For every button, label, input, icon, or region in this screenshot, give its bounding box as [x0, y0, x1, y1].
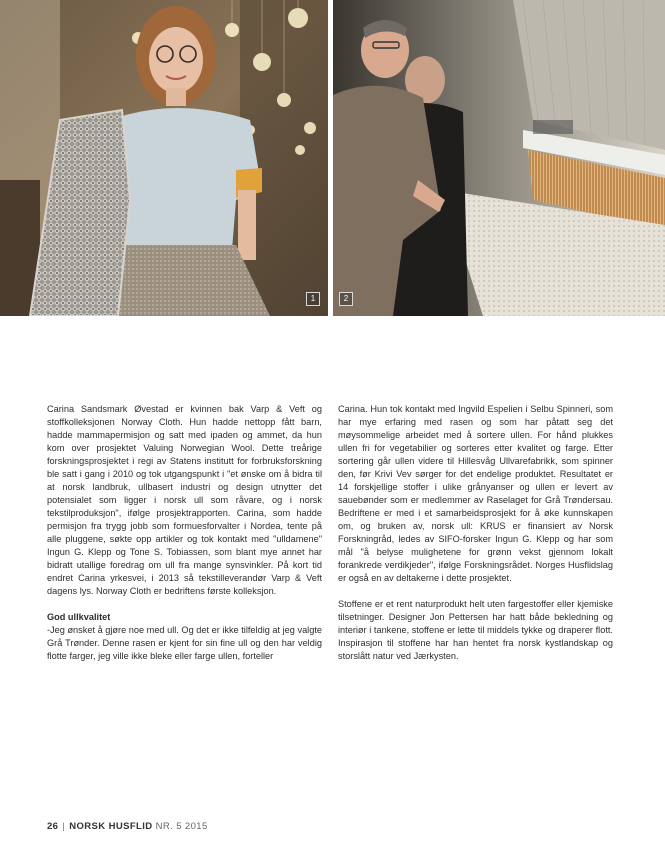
photo-1-image [0, 0, 328, 316]
photo-2-image [333, 0, 665, 316]
page-number: 26 [47, 821, 59, 832]
subheading-god-ullkvalitet: God ullkvalitet [47, 612, 111, 622]
magazine-name: NORSK HUSFLID [69, 821, 153, 832]
photo-woman-with-fabric [0, 0, 328, 316]
article-paragraph: -Jeg ønsket å gjøre noe med ull. Og det er ikke tilfeldig at jeg valgte Grå Trønder. Denne rasen er kjent for sin fine ull og den har veldig flotte farger, jeg ville ikke bleke eller farge ullen, forteller [47, 625, 322, 661]
article-paragraph: Carina Sandsmark Øvestad er kvinnen bak Varp & Veft og stoffkolleksjonen Norway Cloth. Hun hadde nettopp fått barn, hadde mammapermisjon og satt med ipaden og ammet, da hun kom over prosjektet Valuing Norwegian Wool. Dette treårige forskningsprosjektet i regi av Statens institutt for forbruksforskning ble satt i gang i 2010 og tok utgangspunkt i "et ønske om å bidra til at norsk landbruk, ullbasert industri og design utnytter det potensialet som ligger i norsk ull som råvare, og i norsk tekstilproduksjon", ifølge prosjektrapporten. Carina, som hadde permisjon fra trygg jobb som formuesforvalter i Nordea, tente på alle pluggene, søkte opp artikler og tok kontakt med "ulldamene" Ingun G. Klepp og Tone S. Tobiassen, som blant mye annet har bidratt utallige foredrag om ull fra mange synsvinkler. På kort tid endret Carina yrkesvei, i 2013 så tekstilleverandør Varp & Veft dagens lys. Norway Cloth er bedriftens første kolleksjon. [47, 404, 322, 596]
article-paragraph: Carina. Hun tok kontakt med Ingvild Espelien i Selbu Spinneri, som har mye erfaring med rasen og som har påtatt seg det møysommelige arbeidet med å sortere ullen. For hånd plukkes ullen fri for vegetabilier og sorteres etter kvalitet og farge. Etter sortering går ullen videre til Hillesvåg Ullvarefabrikk, som spinner den, før Krivi Vev sørger for det endelige produktet. Resultatet er 14 forskjellige stoffer i ulike grånyanser og ullen er levert av sauebønder som er medlemmer av Raselaget for Grå Trøndersau. Bedriftene er med i et samarbeidsprosjekt for å øke kunnskapen om, og bruken av, norsk ull: KRUS er finansiert av Norsk Forskningråd, ledes av SIFO-forsker Ingun G. Klepp og har som mål "å belyse mulighetene for grønn vekst gjennom lokalt forankrede verdikjeder", ifølge Forskningsrådet. Norges Husflidslag er også en av deltakerne i dette prosjektet. [338, 404, 613, 583]
article-column-right [338, 403, 613, 663]
photo-men-at-loom [333, 0, 665, 316]
page-footer [47, 821, 208, 832]
article-paragraph: Stoffene er et rent naturprodukt helt uten fargestoffer eller kjemiske tilsetninger. Designer Jon Pettersen har hatt både bekledning og interiør i tankene, stoffene er lette til middels tykke og draperer flott. Inspirasjon til stoffene har han hentet fra norsk kystlandskap og storslått natur ved Jærkysten. [338, 599, 613, 661]
photo-number-1: 1 [306, 292, 320, 306]
footer-separator: | [62, 821, 66, 832]
issue-number: NR. 5 2015 [155, 821, 208, 832]
article-column-left [47, 403, 322, 663]
photo-number-2: 2 [339, 292, 353, 306]
